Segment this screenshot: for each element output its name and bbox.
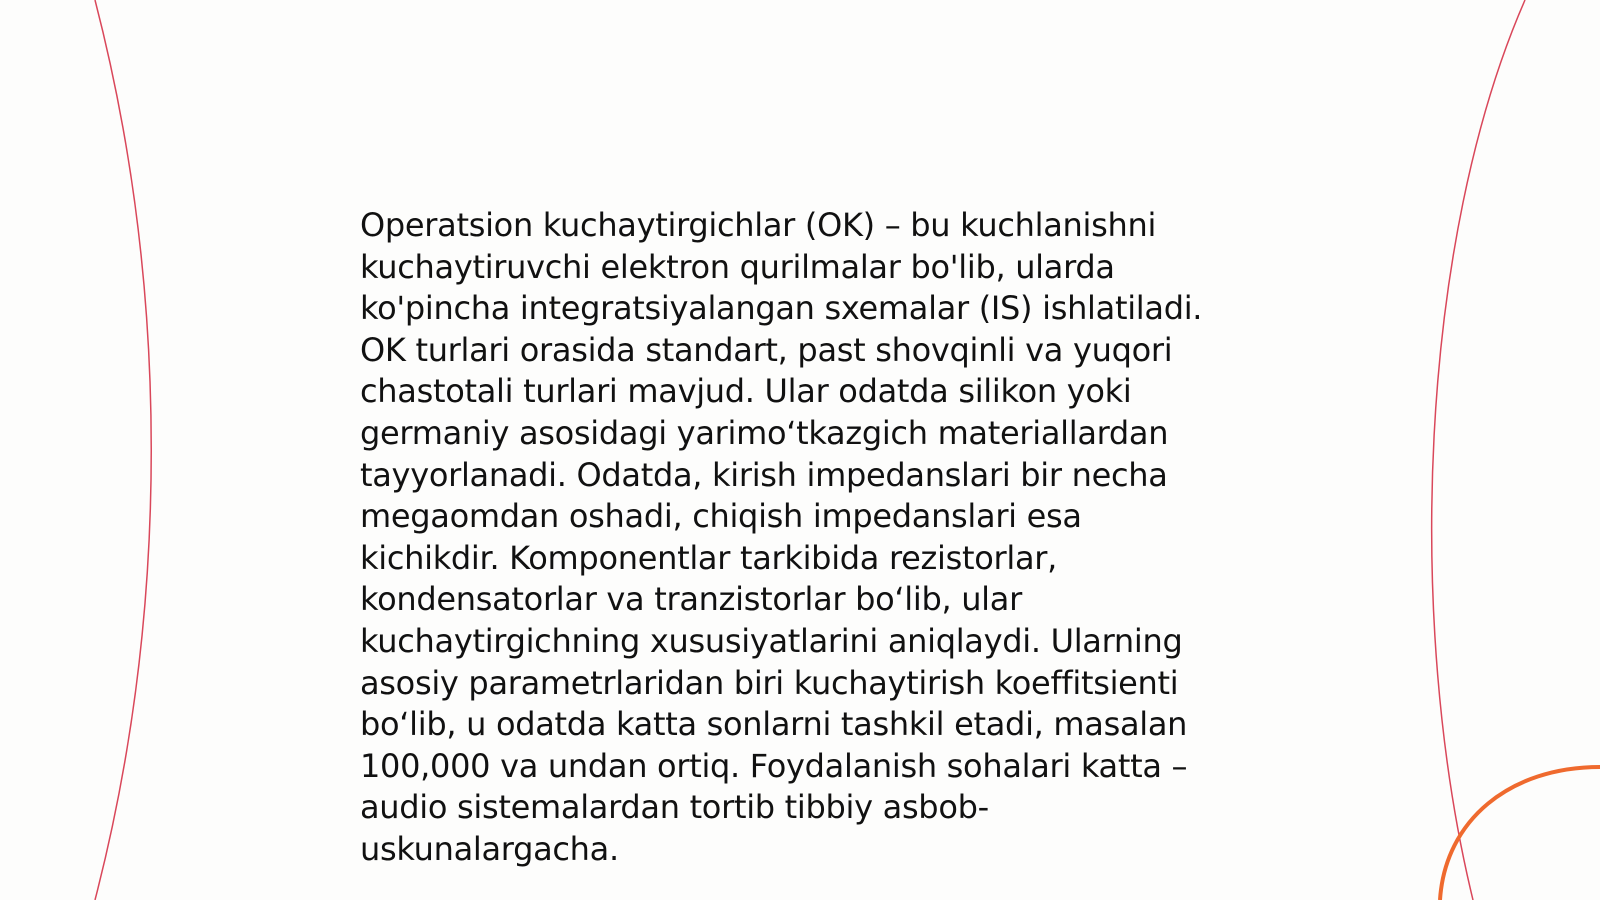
text-line: audio sistemalardan tortib tibbiy asbob- [360,788,989,827]
left-arc [95,0,151,900]
body-paragraph [360,205,1230,871]
text-line: Operatsion kuchaytirgichlar (OK) – bu kuchlanishni [360,206,1157,244]
text-line: OK turlari orasida standart, past shovqinli va yuqori [360,330,1173,369]
text-line: kuchaytiruvchi elektron qurilmalar bo'lib, ularda [360,247,1115,286]
text-line: ko'pincha integratsiyalangan sxemalar (IS) ishlatiladi. [360,289,1203,328]
orange-circle-arc [1440,767,1600,900]
text-line: uskunalargacha. [360,829,619,868]
text-line: megaomdan oshadi, chiqish impedanslari esa [360,497,1082,536]
text-line: kichikdir. Komponentlar tarkibida rezistorlar, [360,538,1057,577]
text-line: germaniy asosidagi yarimoʻtkazgich materiallardan [360,413,1169,452]
text-line: kondensatorlar va tranzistorlar boʻlib, ular [360,580,1022,619]
text-line: asosiy parametrlaridan biri kuchaytirish koeffitsienti [360,663,1179,702]
text-line: chastotali turlari mavjud. Ular odatda silikon yoki [360,372,1132,411]
text-line: kuchaytirgichning xususiyatlarini aniqlaydi. Ularning [360,621,1183,660]
text-line: tayyorlanadi. Odatda, kirish impedanslari bir necha [360,455,1168,494]
text-line: boʻlib, u odatda katta sonlarni tashkil etadi, masalan [360,705,1188,744]
text-line: 100,000 va undan ortiq. Foydalanish sohalari katta – [360,746,1188,785]
right-arc [1432,0,1525,900]
